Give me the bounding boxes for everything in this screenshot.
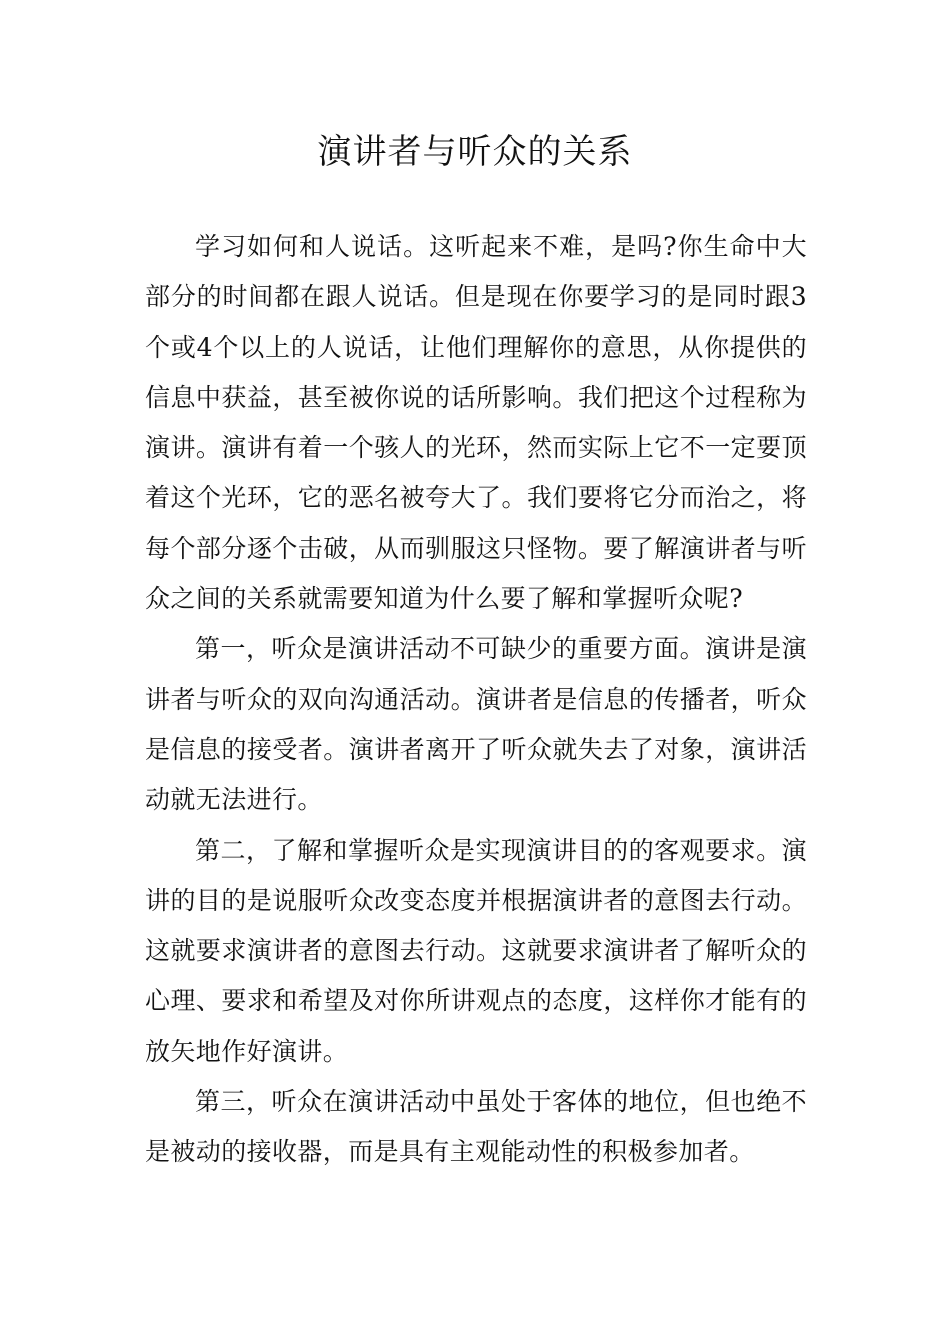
paragraph: 学习如何和人说话。这听起来不难，是吗?你生命中大部分的时间都在跟人说话。但是现在你要学习的是同时跟3个或4个以上的人说话，让他们理解你的意思，从你提供的信息中获益，甚至被你说的话所影响。我们把这个过程称为演讲。演讲有着一个骇人的光环，然而实际上它不一定要顶着这个光环，它的恶名被夸大了。我们要将它分而治之，将每个部分逐个击破，从而驯服这只怪物。要了解演讲者与听众之间的关系就需要知道为什么要了解和掌握听众呢?	[145, 232, 807, 614]
document-title: 演讲者与听众的关系	[317, 132, 633, 172]
document-body	[145, 222, 807, 1178]
paragraph: 第三，听众在演讲活动中虽处于客体的地位，但也绝不是被动的接收器，而是具有主观能动性的积极参加者。	[145, 1087, 807, 1167]
paragraph: 第一，听众是演讲活动不可缺少的重要方面。演讲是演讲者与听众的双向沟通活动。演讲者是信息的传播者，听众是信息的接受者。演讲者离开了听众就失去了对象，演讲活动就无法进行。	[145, 634, 807, 815]
paragraph: 第二，了解和掌握听众是实现演讲目的的客观要求。演讲的目的是说服听众改变态度并根据演讲者的意图去行动。这就要求演讲者的意图去行动。这就要求演讲者了解听众的心理、要求和希望及对你所讲观点的态度，这样你才能有的放矢地作好演讲。	[145, 835, 807, 1066]
